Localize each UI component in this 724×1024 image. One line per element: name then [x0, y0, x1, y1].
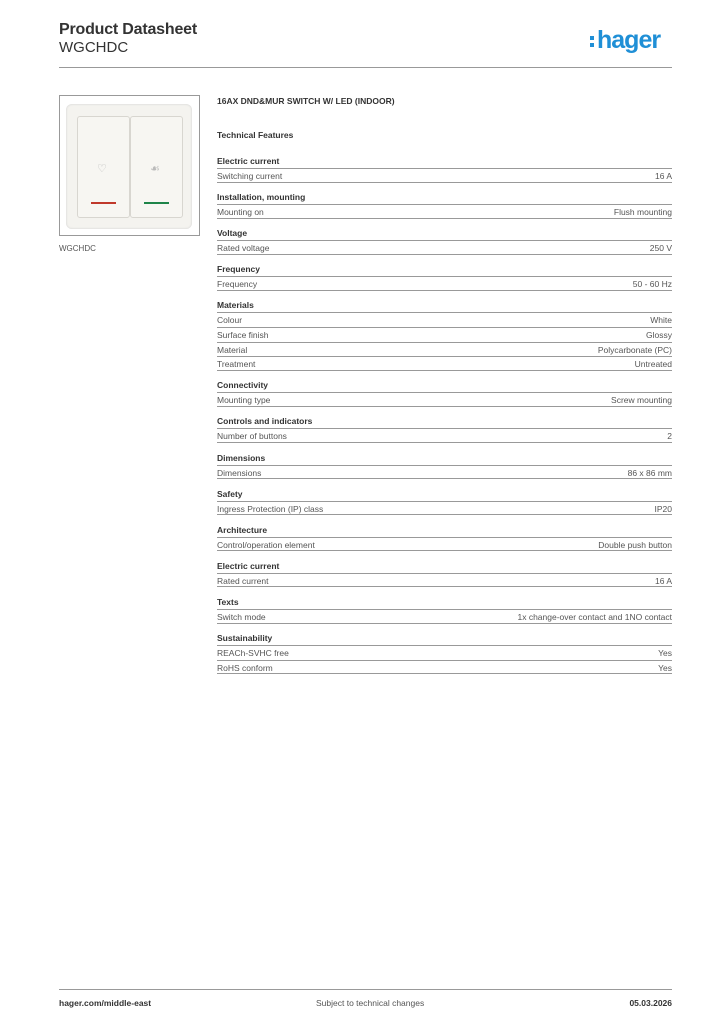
- section-end-line: [217, 182, 672, 183]
- spec-value: 50 - 60 Hz: [632, 279, 672, 290]
- left-rocker: [77, 116, 130, 218]
- spec-label: REACh-SVHC free: [217, 648, 289, 658]
- spec-label: Frequency: [217, 279, 258, 290]
- section-end-line: [217, 623, 672, 624]
- spec-label: Dimensions: [217, 467, 262, 478]
- spec-value: White: [650, 315, 672, 326]
- spec-label: Colour: [217, 315, 243, 326]
- spec-row: [217, 204, 672, 218]
- section-heading: Electric current: [217, 156, 280, 166]
- header-divider: [59, 67, 672, 68]
- spec-value: 86 x 86 mm: [627, 467, 672, 478]
- section-heading: Materials: [217, 300, 254, 311]
- hager-logo: [590, 28, 660, 53]
- spec-label: Surface finish: [217, 330, 269, 340]
- section-end-line: [217, 586, 672, 587]
- section-end-line: [217, 254, 672, 255]
- footer-note: Subject to technical changes: [316, 998, 425, 1008]
- spec-label: Rated current: [217, 575, 269, 586]
- section-end-line: [217, 550, 672, 551]
- right-rocker: [130, 116, 183, 218]
- footer-date: 05.03.2026: [629, 998, 672, 1008]
- image-caption: WGCHDC: [59, 244, 96, 253]
- spec-label: Control/operation element: [217, 539, 315, 550]
- red-led-indicator: [91, 202, 116, 204]
- footer-divider: [59, 989, 672, 990]
- bell-icon: ♡: [97, 163, 107, 175]
- spec-label: Mounting type: [217, 395, 271, 406]
- spec-value: 16 A: [654, 171, 672, 181]
- spec-row: [217, 168, 672, 182]
- section-heading: Safety: [217, 488, 243, 499]
- spec-value: 250 V: [649, 243, 672, 254]
- section-heading: Controls and indicators: [217, 416, 313, 427]
- spec-value: Glossy: [646, 330, 672, 340]
- spec-value: IP20: [654, 503, 672, 514]
- spec-row: [217, 660, 672, 674]
- section-heading: Architecture: [217, 524, 268, 535]
- spec-value: Polycarbonate (PC): [597, 344, 672, 355]
- spec-row: [217, 645, 672, 659]
- section-heading: Connectivity: [217, 380, 269, 391]
- spec-row: [217, 537, 672, 551]
- product-title: 16AX DND&MUR SWITCH W/ LED (INDOOR): [217, 96, 395, 106]
- spec-row: [217, 392, 672, 406]
- spec-row: [217, 573, 672, 587]
- spec-label: Treatment: [217, 359, 256, 370]
- section-end-line: [217, 218, 672, 219]
- spec-label: Mounting on: [217, 207, 264, 218]
- spec-row: [217, 609, 672, 623]
- product-image: [59, 95, 200, 236]
- section-heading: Electric current: [217, 560, 280, 571]
- spec-label: RoHS conform: [217, 662, 273, 673]
- spec-value: 1x change-over contact and 1NO contact: [517, 611, 672, 622]
- spec-value: Double push button: [598, 539, 672, 550]
- spec-value: Yes: [658, 648, 672, 658]
- features-heading: Technical Features: [217, 130, 294, 140]
- spec-value: 16 A: [654, 575, 672, 586]
- spec-row: [217, 327, 672, 341]
- section-heading: Voltage: [217, 228, 248, 239]
- spec-label: Rated voltage: [217, 243, 270, 254]
- spec-row: [217, 342, 672, 356]
- section-heading: Sustainability: [217, 633, 273, 643]
- page-subtitle: WGCHDC: [59, 39, 129, 56]
- section-end-line: [217, 478, 672, 479]
- spec-label: Number of buttons: [217, 431, 287, 442]
- logo-text: hager: [597, 26, 661, 54]
- section-heading: Frequency: [217, 264, 260, 275]
- spec-label: Switching current: [217, 171, 283, 181]
- spec-row: [217, 276, 672, 290]
- footer-website[interactable]: hager.com/middle-east: [59, 998, 152, 1008]
- section-heading: Installation, mounting: [217, 192, 306, 203]
- section-heading: Texts: [217, 596, 239, 607]
- page-title: Product Datasheet: [59, 21, 197, 38]
- section-end-line: [217, 370, 672, 371]
- spec-row: [217, 465, 672, 479]
- spec-label: Switch mode: [217, 611, 266, 622]
- spec-value: Yes: [658, 662, 672, 673]
- section-end-line: [217, 290, 672, 291]
- broom-icon: ☙: [150, 163, 160, 175]
- spec-value: Flush mounting: [613, 207, 672, 218]
- spec-row: [217, 501, 672, 515]
- logo-dots-icon: [590, 33, 595, 50]
- section-end-line: [217, 406, 672, 407]
- green-led-indicator: [144, 202, 169, 204]
- spec-value: Untreated: [634, 359, 672, 370]
- spec-label: Ingress Protection (IP) class: [217, 503, 324, 514]
- spec-value: 2: [667, 431, 672, 442]
- switch-plate: [66, 104, 192, 229]
- section-heading: Dimensions: [217, 452, 266, 463]
- spec-value: Screw mounting: [611, 395, 672, 406]
- section-end-line: [217, 514, 672, 515]
- spec-row: [217, 240, 672, 254]
- section-end-line: [217, 442, 672, 443]
- spec-row: [217, 312, 672, 326]
- spec-label: Material: [217, 344, 248, 355]
- spec-row: [217, 356, 672, 370]
- section-end-line: [217, 673, 672, 674]
- spec-row: [217, 428, 672, 442]
